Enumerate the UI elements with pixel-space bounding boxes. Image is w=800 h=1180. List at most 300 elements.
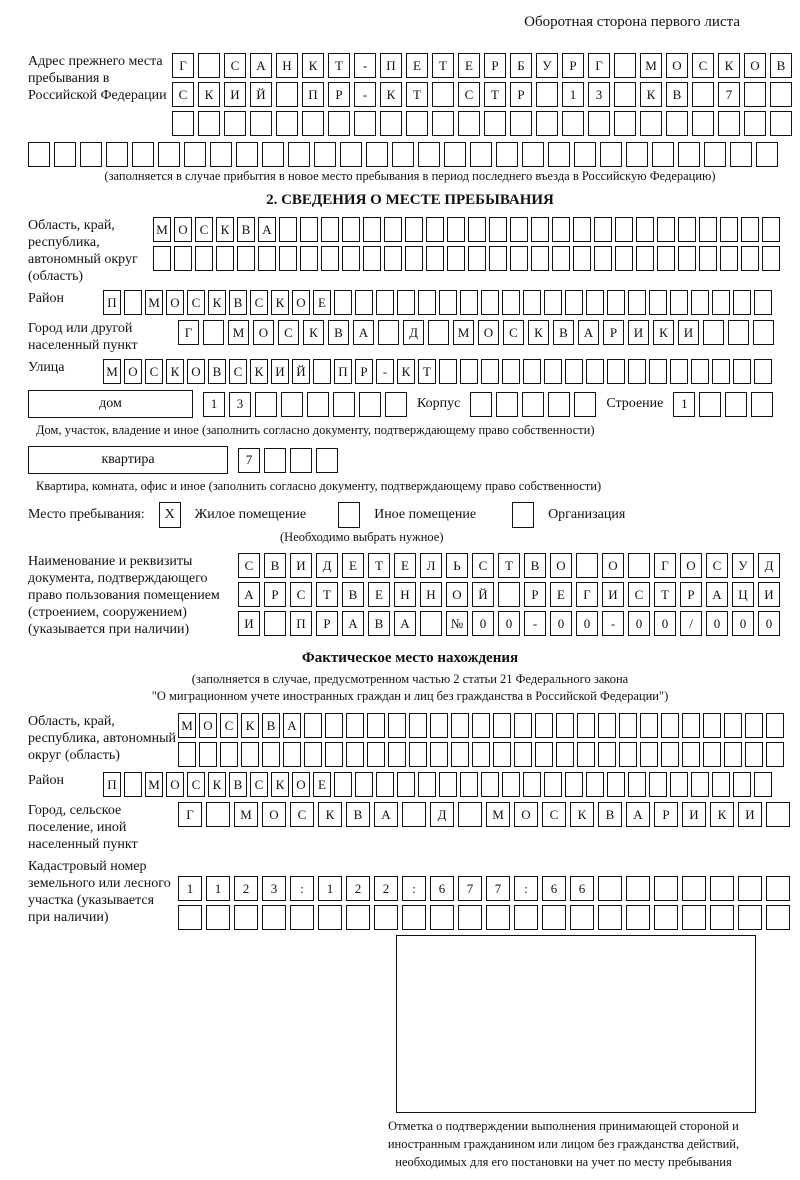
- char-cell[interactable]: С: [706, 553, 728, 578]
- char-cell[interactable]: [692, 82, 714, 107]
- char-cell[interactable]: Й: [472, 582, 494, 607]
- char-cell[interactable]: Е: [313, 290, 331, 315]
- char-cell[interactable]: [588, 111, 610, 136]
- char-cell[interactable]: [276, 111, 298, 136]
- char-cell[interactable]: К: [303, 320, 324, 345]
- char-cell[interactable]: А: [258, 217, 276, 242]
- char-cell[interactable]: [565, 290, 583, 315]
- char-cell[interactable]: В: [262, 713, 280, 738]
- char-cell[interactable]: [562, 111, 584, 136]
- char-cell[interactable]: 1: [178, 876, 202, 901]
- char-cell[interactable]: О: [744, 53, 766, 78]
- char-cell[interactable]: [498, 582, 520, 607]
- char-cell[interactable]: [724, 713, 742, 738]
- char-cell[interactable]: Т: [328, 53, 350, 78]
- char-cell[interactable]: [652, 142, 674, 167]
- char-cell[interactable]: [302, 111, 324, 136]
- char-cell[interactable]: С: [187, 290, 205, 315]
- char-cell[interactable]: С: [250, 772, 268, 797]
- char-cell[interactable]: [174, 246, 192, 271]
- char-cell[interactable]: [447, 246, 465, 271]
- char-cell[interactable]: О: [166, 772, 184, 797]
- char-cell[interactable]: [54, 142, 76, 167]
- char-cell[interactable]: [522, 392, 544, 417]
- char-cell[interactable]: [184, 142, 206, 167]
- char-cell[interactable]: [619, 713, 637, 738]
- char-cell[interactable]: [346, 905, 370, 930]
- char-cell[interactable]: К: [397, 359, 415, 384]
- char-cell[interactable]: [607, 772, 625, 797]
- char-cell[interactable]: К: [241, 713, 259, 738]
- char-cell[interactable]: [481, 359, 499, 384]
- char-cell[interactable]: [439, 290, 457, 315]
- char-cell[interactable]: [770, 111, 792, 136]
- char-cell[interactable]: 0: [576, 611, 598, 636]
- char-cell[interactable]: [313, 359, 331, 384]
- char-cell[interactable]: [724, 742, 742, 767]
- char-cell[interactable]: [300, 246, 318, 271]
- char-cell[interactable]: [124, 290, 142, 315]
- char-cell[interactable]: [542, 905, 566, 930]
- char-cell[interactable]: [670, 772, 688, 797]
- char-cell[interactable]: :: [402, 876, 426, 901]
- char-cell[interactable]: [535, 742, 553, 767]
- char-cell[interactable]: [153, 246, 171, 271]
- char-cell[interactable]: С: [220, 713, 238, 738]
- char-cell[interactable]: 0: [732, 611, 754, 636]
- char-cell[interactable]: К: [166, 359, 184, 384]
- char-cell[interactable]: [691, 772, 709, 797]
- char-cell[interactable]: М: [145, 290, 163, 315]
- char-cell[interactable]: К: [318, 802, 342, 827]
- char-cell[interactable]: [250, 111, 272, 136]
- char-cell[interactable]: [654, 876, 678, 901]
- char-cell[interactable]: С: [503, 320, 524, 345]
- char-cell[interactable]: [220, 742, 238, 767]
- char-cell[interactable]: [745, 742, 763, 767]
- char-cell[interactable]: О: [478, 320, 499, 345]
- char-cell[interactable]: [670, 290, 688, 315]
- char-cell[interactable]: [290, 905, 314, 930]
- char-cell[interactable]: [468, 217, 486, 242]
- char-cell[interactable]: 6: [542, 876, 566, 901]
- char-cell[interactable]: [406, 111, 428, 136]
- char-cell[interactable]: М: [145, 772, 163, 797]
- char-cell[interactable]: [678, 142, 700, 167]
- char-cell[interactable]: О: [666, 53, 688, 78]
- char-cell[interactable]: В: [666, 82, 688, 107]
- char-cell[interactable]: [321, 217, 339, 242]
- char-cell[interactable]: [628, 553, 650, 578]
- char-cell[interactable]: [523, 359, 541, 384]
- char-cell[interactable]: [236, 142, 258, 167]
- char-cell[interactable]: [574, 392, 596, 417]
- char-cell[interactable]: [598, 876, 622, 901]
- char-cell[interactable]: М: [103, 359, 121, 384]
- char-cell[interactable]: [451, 742, 469, 767]
- char-cell[interactable]: [577, 742, 595, 767]
- char-cell[interactable]: [548, 392, 570, 417]
- char-cell[interactable]: 0: [706, 611, 728, 636]
- char-cell[interactable]: [730, 142, 752, 167]
- char-cell[interactable]: К: [710, 802, 734, 827]
- char-cell[interactable]: Д: [758, 553, 780, 578]
- char-cell[interactable]: А: [394, 611, 416, 636]
- char-cell[interactable]: [754, 290, 772, 315]
- char-cell[interactable]: [628, 772, 646, 797]
- char-cell[interactable]: [447, 217, 465, 242]
- char-cell[interactable]: [470, 142, 492, 167]
- char-cell[interactable]: [636, 217, 654, 242]
- char-cell[interactable]: О: [187, 359, 205, 384]
- char-cell[interactable]: [418, 772, 436, 797]
- char-cell[interactable]: К: [302, 53, 324, 78]
- char-cell[interactable]: И: [224, 82, 246, 107]
- char-cell[interactable]: 0: [550, 611, 572, 636]
- char-cell[interactable]: С: [692, 53, 714, 78]
- char-cell[interactable]: [514, 713, 532, 738]
- char-cell[interactable]: [392, 142, 414, 167]
- char-cell[interactable]: [640, 742, 658, 767]
- char-cell[interactable]: [340, 142, 362, 167]
- char-cell[interactable]: [468, 246, 486, 271]
- char-cell[interactable]: С: [290, 582, 312, 607]
- char-cell[interactable]: 0: [472, 611, 494, 636]
- char-cell[interactable]: С: [628, 582, 650, 607]
- char-cell[interactable]: Т: [316, 582, 338, 607]
- char-cell[interactable]: [649, 359, 667, 384]
- char-cell[interactable]: [607, 290, 625, 315]
- char-cell[interactable]: Е: [406, 53, 428, 78]
- char-cell[interactable]: Т: [432, 53, 454, 78]
- char-cell[interactable]: А: [626, 802, 650, 827]
- char-cell[interactable]: [586, 290, 604, 315]
- char-cell[interactable]: 7: [458, 876, 482, 901]
- char-cell[interactable]: [733, 772, 751, 797]
- char-cell[interactable]: [359, 392, 381, 417]
- char-cell[interactable]: [544, 772, 562, 797]
- char-cell[interactable]: 6: [570, 876, 594, 901]
- char-cell[interactable]: [691, 290, 709, 315]
- char-cell[interactable]: [626, 876, 650, 901]
- char-cell[interactable]: [224, 111, 246, 136]
- char-cell[interactable]: [288, 142, 310, 167]
- char-cell[interactable]: [264, 611, 286, 636]
- char-cell[interactable]: С: [250, 290, 268, 315]
- char-cell[interactable]: [432, 82, 454, 107]
- char-cell[interactable]: И: [682, 802, 706, 827]
- char-cell[interactable]: [552, 217, 570, 242]
- char-cell[interactable]: [28, 142, 50, 167]
- char-cell[interactable]: М: [178, 713, 196, 738]
- char-cell[interactable]: 1: [318, 876, 342, 901]
- char-cell[interactable]: [402, 905, 426, 930]
- char-cell[interactable]: Р: [510, 82, 532, 107]
- char-cell[interactable]: [594, 246, 612, 271]
- char-cell[interactable]: [376, 290, 394, 315]
- char-cell[interactable]: [367, 742, 385, 767]
- char-cell[interactable]: С: [278, 320, 299, 345]
- char-cell[interactable]: П: [302, 82, 324, 107]
- char-cell[interactable]: Й: [250, 82, 272, 107]
- char-cell[interactable]: [607, 359, 625, 384]
- char-cell[interactable]: А: [706, 582, 728, 607]
- char-cell[interactable]: -: [354, 53, 376, 78]
- char-cell[interactable]: С: [458, 82, 480, 107]
- char-cell[interactable]: [342, 246, 360, 271]
- char-cell[interactable]: [481, 772, 499, 797]
- char-cell[interactable]: [325, 713, 343, 738]
- char-cell[interactable]: [405, 246, 423, 271]
- char-cell[interactable]: И: [738, 802, 762, 827]
- char-cell[interactable]: Г: [576, 582, 598, 607]
- char-cell[interactable]: В: [770, 53, 792, 78]
- char-cell[interactable]: О: [166, 290, 184, 315]
- char-cell[interactable]: [321, 246, 339, 271]
- char-cell[interactable]: [738, 905, 762, 930]
- char-cell[interactable]: [573, 217, 591, 242]
- char-cell[interactable]: [699, 217, 717, 242]
- char-cell[interactable]: [402, 802, 426, 827]
- char-cell[interactable]: Т: [654, 582, 676, 607]
- char-cell[interactable]: [206, 905, 230, 930]
- char-cell[interactable]: [199, 742, 217, 767]
- char-cell[interactable]: [510, 246, 528, 271]
- char-cell[interactable]: [366, 142, 388, 167]
- char-cell[interactable]: Г: [178, 320, 199, 345]
- char-cell[interactable]: Т: [368, 553, 390, 578]
- char-cell[interactable]: [738, 876, 762, 901]
- char-cell[interactable]: Б: [510, 53, 532, 78]
- char-cell[interactable]: [565, 772, 583, 797]
- char-cell[interactable]: [682, 905, 706, 930]
- char-cell[interactable]: О: [550, 553, 572, 578]
- char-cell[interactable]: [754, 359, 772, 384]
- char-cell[interactable]: [510, 111, 532, 136]
- char-cell[interactable]: Р: [654, 802, 678, 827]
- char-cell[interactable]: [418, 142, 440, 167]
- char-cell[interactable]: И: [678, 320, 699, 345]
- char-cell[interactable]: [535, 713, 553, 738]
- char-cell[interactable]: О: [680, 553, 702, 578]
- char-cell[interactable]: 1: [206, 876, 230, 901]
- char-cell[interactable]: В: [346, 802, 370, 827]
- char-cell[interactable]: А: [342, 611, 364, 636]
- char-cell[interactable]: [496, 392, 518, 417]
- char-cell[interactable]: [493, 713, 511, 738]
- char-cell[interactable]: О: [446, 582, 468, 607]
- char-cell[interactable]: [206, 802, 230, 827]
- char-cell[interactable]: [615, 246, 633, 271]
- char-cell[interactable]: [744, 82, 766, 107]
- char-cell[interactable]: Р: [316, 611, 338, 636]
- char-cell[interactable]: С: [195, 217, 213, 242]
- char-cell[interactable]: 7: [718, 82, 740, 107]
- char-cell[interactable]: [489, 246, 507, 271]
- char-cell[interactable]: П: [380, 53, 402, 78]
- char-cell[interactable]: [198, 53, 220, 78]
- char-cell[interactable]: В: [229, 772, 247, 797]
- char-cell[interactable]: [334, 290, 352, 315]
- char-cell[interactable]: К: [271, 290, 289, 315]
- char-cell[interactable]: [600, 142, 622, 167]
- char-cell[interactable]: Е: [394, 553, 416, 578]
- char-cell[interactable]: [384, 246, 402, 271]
- char-cell[interactable]: [682, 876, 706, 901]
- char-cell[interactable]: [472, 742, 490, 767]
- char-cell[interactable]: [712, 290, 730, 315]
- char-cell[interactable]: [328, 111, 350, 136]
- char-cell[interactable]: Р: [328, 82, 350, 107]
- char-cell[interactable]: Л: [420, 553, 442, 578]
- char-cell[interactable]: 0: [628, 611, 650, 636]
- char-cell[interactable]: [355, 290, 373, 315]
- char-cell[interactable]: [502, 359, 520, 384]
- char-cell[interactable]: [678, 217, 696, 242]
- char-cell[interactable]: [619, 742, 637, 767]
- char-cell[interactable]: 7: [486, 876, 510, 901]
- char-cell[interactable]: [384, 217, 402, 242]
- char-cell[interactable]: [496, 142, 518, 167]
- char-cell[interactable]: [770, 82, 792, 107]
- char-cell[interactable]: [355, 772, 373, 797]
- char-cell[interactable]: Е: [550, 582, 572, 607]
- char-cell[interactable]: [158, 142, 180, 167]
- char-cell[interactable]: [626, 142, 648, 167]
- char-cell[interactable]: [484, 111, 506, 136]
- char-cell[interactable]: [451, 713, 469, 738]
- char-cell[interactable]: [367, 713, 385, 738]
- char-cell[interactable]: М: [234, 802, 258, 827]
- char-cell[interactable]: [430, 713, 448, 738]
- char-cell[interactable]: [283, 742, 301, 767]
- char-cell[interactable]: [510, 217, 528, 242]
- char-cell[interactable]: А: [238, 582, 260, 607]
- char-cell[interactable]: [262, 142, 284, 167]
- char-cell[interactable]: [304, 742, 322, 767]
- char-cell[interactable]: [523, 772, 541, 797]
- char-cell[interactable]: [195, 246, 213, 271]
- char-cell[interactable]: [692, 111, 714, 136]
- char-cell[interactable]: К: [271, 772, 289, 797]
- char-cell[interactable]: [279, 217, 297, 242]
- char-cell[interactable]: М: [640, 53, 662, 78]
- char-cell[interactable]: [325, 742, 343, 767]
- char-cell[interactable]: :: [514, 876, 538, 901]
- checkbox-inoe[interactable]: [338, 502, 360, 528]
- char-cell[interactable]: П: [103, 290, 121, 315]
- char-cell[interactable]: [615, 217, 633, 242]
- char-cell[interactable]: [536, 111, 558, 136]
- char-cell[interactable]: [544, 359, 562, 384]
- char-cell[interactable]: В: [328, 320, 349, 345]
- char-cell[interactable]: В: [368, 611, 390, 636]
- char-cell[interactable]: Т: [406, 82, 428, 107]
- char-cell[interactable]: [458, 111, 480, 136]
- char-cell[interactable]: [531, 217, 549, 242]
- char-cell[interactable]: -: [354, 82, 376, 107]
- char-cell[interactable]: [733, 290, 751, 315]
- char-cell[interactable]: О: [124, 359, 142, 384]
- char-cell[interactable]: О: [199, 713, 217, 738]
- char-cell[interactable]: [670, 359, 688, 384]
- char-cell[interactable]: К: [570, 802, 594, 827]
- char-cell[interactable]: А: [353, 320, 374, 345]
- char-cell[interactable]: [426, 217, 444, 242]
- char-cell[interactable]: [409, 742, 427, 767]
- char-cell[interactable]: [304, 713, 322, 738]
- char-cell[interactable]: [598, 742, 616, 767]
- char-cell[interactable]: /: [680, 611, 702, 636]
- char-cell[interactable]: В: [598, 802, 622, 827]
- char-cell[interactable]: [710, 905, 734, 930]
- char-cell[interactable]: П: [290, 611, 312, 636]
- char-cell[interactable]: В: [553, 320, 574, 345]
- char-cell[interactable]: А: [374, 802, 398, 827]
- char-cell[interactable]: И: [628, 320, 649, 345]
- checkbox-organizacia[interactable]: [512, 502, 534, 528]
- char-cell[interactable]: [598, 905, 622, 930]
- char-cell[interactable]: Д: [430, 802, 454, 827]
- char-cell[interactable]: [262, 905, 286, 930]
- char-cell[interactable]: С: [172, 82, 194, 107]
- char-cell[interactable]: Е: [368, 582, 390, 607]
- char-cell[interactable]: [460, 290, 478, 315]
- char-cell[interactable]: В: [342, 582, 364, 607]
- char-cell[interactable]: О: [253, 320, 274, 345]
- char-cell[interactable]: [654, 905, 678, 930]
- char-cell[interactable]: [290, 448, 312, 473]
- char-cell[interactable]: [276, 82, 298, 107]
- char-cell[interactable]: [712, 772, 730, 797]
- char-cell[interactable]: Р: [264, 582, 286, 607]
- char-cell[interactable]: [573, 246, 591, 271]
- char-cell[interactable]: [565, 359, 583, 384]
- char-cell[interactable]: [363, 217, 381, 242]
- char-cell[interactable]: 3: [588, 82, 610, 107]
- char-cell[interactable]: [203, 320, 224, 345]
- char-cell[interactable]: А: [578, 320, 599, 345]
- char-cell[interactable]: [628, 359, 646, 384]
- char-cell[interactable]: [237, 246, 255, 271]
- char-cell[interactable]: 2: [346, 876, 370, 901]
- char-cell[interactable]: М: [153, 217, 171, 242]
- char-cell[interactable]: [649, 772, 667, 797]
- char-cell[interactable]: В: [208, 359, 226, 384]
- char-cell[interactable]: С: [290, 802, 314, 827]
- char-cell[interactable]: -: [376, 359, 394, 384]
- char-cell[interactable]: К: [718, 53, 740, 78]
- char-cell[interactable]: К: [640, 82, 662, 107]
- char-cell[interactable]: [682, 742, 700, 767]
- char-cell[interactable]: -: [524, 611, 546, 636]
- char-cell[interactable]: [262, 742, 280, 767]
- char-cell[interactable]: 7: [238, 448, 260, 473]
- char-cell[interactable]: 2: [234, 876, 258, 901]
- char-cell[interactable]: [733, 359, 751, 384]
- char-cell[interactable]: С: [224, 53, 246, 78]
- char-cell[interactable]: [314, 142, 336, 167]
- char-cell[interactable]: О: [514, 802, 538, 827]
- char-cell[interactable]: [718, 111, 740, 136]
- char-cell[interactable]: [661, 742, 679, 767]
- char-cell[interactable]: К: [653, 320, 674, 345]
- char-cell[interactable]: [614, 53, 636, 78]
- char-cell[interactable]: 1: [562, 82, 584, 107]
- char-cell[interactable]: -: [602, 611, 624, 636]
- char-cell[interactable]: О: [292, 290, 310, 315]
- char-cell[interactable]: [720, 217, 738, 242]
